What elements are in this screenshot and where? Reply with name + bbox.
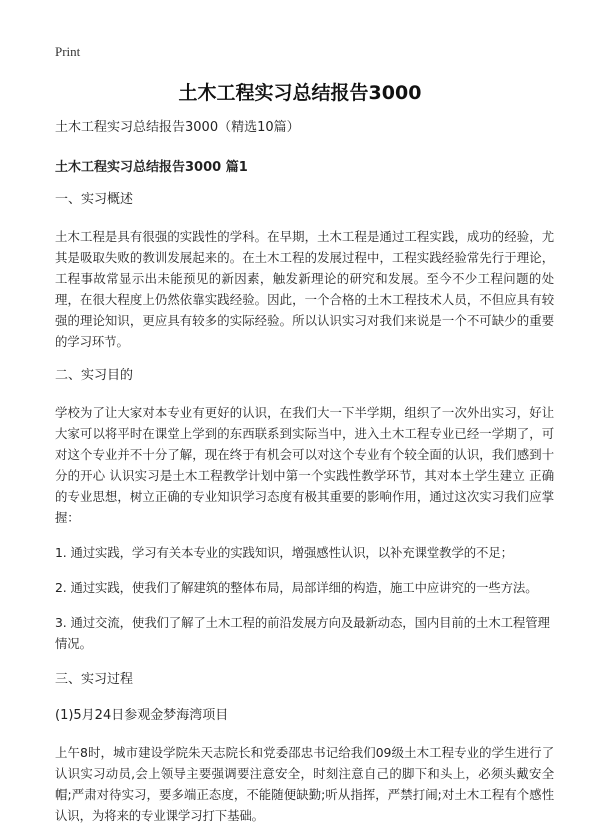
article-heading: 土木工程实习总结报告3000 篇1	[55, 160, 248, 175]
section-title-overview: 一、实习概述	[55, 192, 134, 207]
section-title-process: 三、实习过程	[55, 672, 134, 687]
print-link[interactable]: Print	[55, 44, 81, 59]
list-item-2: 2. 通过实践，使我们了解建筑的整体布局，局部详细的构造，施工中应讲究的一些方法。	[55, 580, 538, 595]
paragraph-overview: 土木工程是具有很强的实践性的学科。在早期，土木工程是通过工程实践，成功的经验，尤其是吸取失败的教训发展起来的。在土木工程的发展过程中，工程实践经验常先行于理论，工程事故常显示出未能预见的新因素，触发新理论的研究和发展。至今不少工程问题的处理，在很大程度上仍然依靠实践经验。因此，一个合格的土木工程技术人员，不但应具有较强的理论知识，更应具有较多的实际经验。所以认识实习对我们来说是一个不可缺少的重要的学习环节。	[55, 229, 554, 349]
document-title: 土木工程实习总结报告3000	[178, 82, 422, 104]
section-title-purpose: 二、实习目的	[55, 368, 134, 383]
document-body	[55, 118, 554, 840]
subsection-title-visit: (1)5月24日参观金梦海湾项目	[55, 708, 229, 723]
document-subtitle: 土木工程实习总结报告3000（精选10篇）	[55, 120, 300, 135]
paragraph-purpose: 学校为了让大家对本专业有更好的认识，在我们大一下半学期，组织了一次外出实习，好让大家可以将平时在课堂上学到的东西联系到实际当中，进入土木工程专业已经一学期了，可对这个专业并不十分了解，现在终于有机会可以对这个专业有个较全面的认识，我们感到十分的开心 认识实习是土木工程教学计划中第一个实践性教学环节，其对本土学生建立 正确的专业思想，树立正确的专业知识学习态度有极其重要的影响作用，通过这次实习我们应掌握：	[55, 405, 554, 525]
list-item-1: 1. 通过实践，学习有关本专业的实践知识，增强感性认识，以补充课堂教学的不足；	[55, 545, 513, 560]
list-item-3: 3. 通过交流，使我们了解了土木工程的前沿发展方向及最新动态，国内目前的土木工程管理情况。	[55, 615, 550, 651]
paragraph-process: 上午8时，城市建设学院朱天志院长和党委邵忠书记给我们09级土木工程专业的学生进行了认识实习动员,会上领导主要强调要注意安全，时刻注意自己的脚下和头上，必须头戴安全帽;严肃对待实习，要多端正态度，不能随便缺勤;听从指挥，严禁打闹;对土木工程有个感性认识，为将来的专业课学习打下基础。	[55, 745, 554, 823]
